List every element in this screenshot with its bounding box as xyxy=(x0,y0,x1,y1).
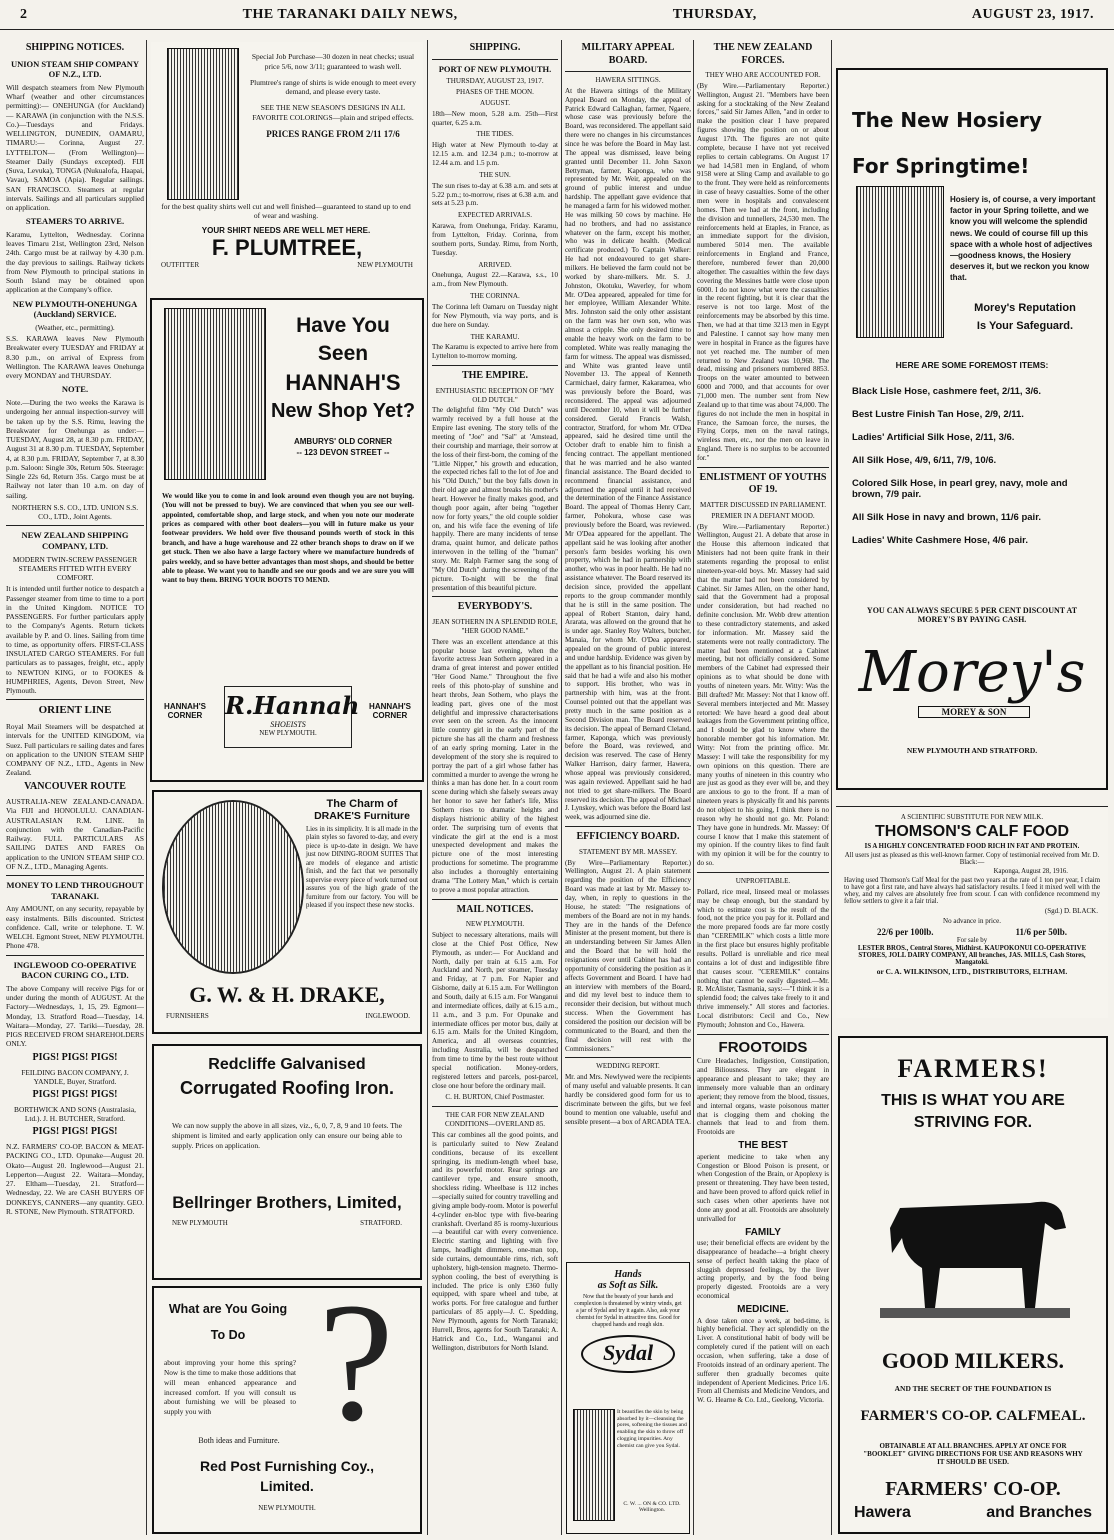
ad-title: For Springtime! xyxy=(852,154,1030,178)
article-heading: UNPROFITABLE. xyxy=(735,877,791,886)
woman-illustration xyxy=(573,1409,615,1521)
article-heading: MILITARY APPEAL BOARD. xyxy=(581,42,675,66)
sydal-ad xyxy=(566,1262,690,1534)
article-heading: THE CAR FOR NEW ZEALAND CONDITIONS—OVERLAND 85. xyxy=(444,1111,546,1129)
advertiser-name: Bellringer Brothers, Limited, xyxy=(172,1193,402,1213)
article-heading: THE EMPIRE. xyxy=(461,370,529,382)
divider xyxy=(6,699,144,700)
notice-title: VANCOUVER ROUTE xyxy=(24,780,126,792)
ad-caption: HANNAH'S CORNER xyxy=(369,702,411,720)
section-title: THE KARAMU. xyxy=(470,332,520,341)
ad-text: All users just as pleased as this well-known farmer. Copy of testimonial received from Mr. D. Black:— xyxy=(844,852,1100,866)
ad-body: Cure Headaches, Indigestion, Constipation, and Biliousness. They are elegant in appearance and pleasant to take; they are immensely more valuable than an ordinary aperient; they remove from the blood, tissues, and internal organs, waste poisonous matter that is clogging them and choking the channels that lead to and from them. Frootoids are xyxy=(697,1057,829,1137)
sydal-logo: Sydal xyxy=(581,1335,675,1373)
notice-title: NEW PLYMOUTH-ONEHUNGA (Auckland) SERVICE. xyxy=(12,298,138,320)
divider xyxy=(565,71,691,72)
headline: HANNAH'S xyxy=(285,370,401,395)
section-body: Karawa, from Onehunga, Friday. Karamu, from Lyttelton, Friday. Corinna, from southern ports, Sunday. Rimu, from North, Tuesday. xyxy=(432,222,558,257)
notice-body: Royal Mail Steamers will be despatched at intervals for the UNITED KINGDOM, via Suez. Full particulars re sailing dates and fares on application to the UNION STEAM SHIP COMPANY OF N.Z., LTD., Agents in New Zealand. xyxy=(6,722,144,778)
ad-title: DRAKE'S Furniture xyxy=(314,810,410,822)
article-body: (By Wire.—Parliamentary Reporter.) Wellington, August 21. "Members have been asking for a stocktaking of the New Zealand forces," said Sir James Allen, "and in order to make the position clear I have prepared figures showing the position on or about August 17th. The figures are not quite complete, because I have not yet received replies to certain cablegrams. On August 17 we had 14,581 men in England, of whom 9158 were at Sling Camp and available to go to the front. They were held as reinforcements in case of heavy casualties. Some of the other men were in hospitals and convalescent homes. Then we had at the front, including the division and tunnellers, 24,530 men. The reinforcements held at Etaples, in France, as an immediate support for the division, numbered 5014 men. The available reinforcements in England and France, therefore, numbered fewer than 20,000 altogether. The casualties within the few days covering the Messines battle were close upon 6000. I do not know what were the casualties in the recent fighting, but it is clear that the reserve is not too large. Most of the reinforcements may be absorbed by this time. Then, we had at that time 3213 men in Egypt and Palestine. I cannot say how many men were in hospital in France as the figures have not yet reached me. The number of men returned to New Zealand was 10,968. The dead, missing and prisoners numbered 8853. Troops on the water amounted to between 6000 and 7000, and that accounts for over 71,000 men. The number sent from New Zealand up to that time was about 74,000. The figures do not include the men in hospital in France, the Samoan force, the nurses, the Flying Corps, men on the naval ratings, wireless men, etc., nor the men on leave in England. There is no surplus to be accounted for." xyxy=(697,81,829,462)
ad-subtitle: MEDICINE. xyxy=(737,1304,789,1316)
ad-pretitle: A SCIENTIFIC SUBSTITUTE FOR NEW MILK. xyxy=(900,813,1044,821)
ad-text: SEE THE NEW SEASON'S DESIGNS IN ALL FAVORITE COLORINGS—plain and striped effects. xyxy=(252,103,414,122)
ad-text: Special Job Purchase—30 dozen in neat checks; usual price 5/6, now 3/11; guaranteed to wash well. xyxy=(251,52,415,71)
section-body: The sun rises to-day at 6.38 a.m. and sets at 5.22 p.m.; to-morrow, rises at 6.38 a.m. and sets at 5.23 p.m. xyxy=(432,181,558,208)
section-title: ARRIVED. xyxy=(478,260,512,269)
column-rule xyxy=(831,40,832,1535)
ad-slogan: YOUR SHIRT NEEDS ARE WELL MET HERE. xyxy=(201,226,371,235)
notice-body: FEILDING BACON COMPANY, J. YANDLE, Buyer, Stratford. xyxy=(21,1068,129,1087)
ad-text: Plumtree's range of shirts is wide enough to meet every demand, and please every taste. xyxy=(249,77,417,97)
article-body: At the Hawera sittings of the Military Appeal Board on Monday, the appeal of Patrick Edward Callaghan, farmer, Ngaere, whose case was previously before the Board, was reconsidered. The appellant said there were no changes in his circumstances since he was before the Board in May last. The appeal was dismissed, leave being granted until December 11. John Saxon Bettyman, farmer, Kaponga, who was represented by Mr. Weir, appealed on the ground of public interest and undue hardship. The appellant gave evidence that he managed a farm for his widowed mother. He was milking 50 cows by machine. He had no brothers, and had no assistance whatever on the farm, except his mother, who was in delicate health. (Medical certificate produced.) To Captain Walker: He had not endeavoured to get share-milkers. He believed the farm could not be worked by share-milkers. Mr. S. J. Johnston, Okotuku, Waverley, for whom Mr. O'Dea appeared, appealed for time for her employee, William Alexander White. Mrs. Johnston said the only other assistant on the farm was her own son, who was almost a cripple. She only desired time to enable the heavy work on the farm to be completed. White was really managing the farm for witness. The appeal was dismissed, and White was granted leave until November 13. The appeal of Kenneth Carmichael, dairy farmer, Kakaramea, who was previously before the Board, was reconsidered. The appeal was adjourned until December 10, when it will be further considered. Gerald Francis Walsh, contractor, Stratford, for whom Mr. O'Dea appeared, said he desired time until the October draft to enable him to finish a fencing contract. The appellant mentioned that he was married and he also wanted financial assistance. The Board decided to recommend financial assistance, and adjourned the appeal until it had received the determination of the Finance Assistance Board. The appeal of Thomas Henry Carr, farmer, Pohokura, whose case was previously before the Board, was reviewed. Mr O'Dea appeared for the appellant. The appellant said he was looking after another person's farm besides working his own property, which he had in partnership with another, who was in poor health. He had no assistance whatever. The Board reserved its decision since, provided the appellant reports to the group commander monthly that he is still in the same position. The appeal of Robert Stanton, dairy hand, Ararata, was allowed on the ground that he is under age. Stanley Roy Walters, butcher, Manaia, for whom Mr. O'Dea appeared, appealed on the ground of public interest and undue hardship. Evidence was given by the appellant as to his financial position. He said that he had a wife and also his mother to support. His brother, who was in partnership with him, was at the front. Counsel pointed out that the appellant was pretty much in the same position as a Second Division man. The Board reserved its decision. The appeal of Bernard Cleland, farmer, Kaponga, which was previously before the Board, was reviewed, and decision was reserved. The case of Henry Walker Harrison, dairy farmer, Hawera, whose appeal was previously considered, was again reviewed. Appellant said he had not tried to get share-milkers. The Board reserved its decision. The appeal of Michael J. Lynskey, which was before the Board last week, was adjourned sine die. xyxy=(565,86,691,822)
ad-text: No advance in price. xyxy=(943,917,1001,925)
divider xyxy=(6,525,144,526)
logo-place: NEW PLYMOUTH. xyxy=(259,729,317,737)
divider xyxy=(432,596,558,597)
headline: Have You xyxy=(296,314,390,337)
ad-caption: NEW PLYMOUTH xyxy=(172,1219,228,1228)
section-body: High water at New Plymouth to-day at 12.15 a.m. and 12.34 p.m.; to-morrow at 12.44 a.m. and 1.5 p.m. xyxy=(432,141,558,167)
redcliffe-ad xyxy=(152,1044,422,1280)
notice-body: Any AMOUNT, on any security, repayable by easy instalments. Bills discounted. Strictest confidence. Call, write or telephone. T. W. WELCH. Egmont Street, NEW PLYMOUTH. Phone 478. xyxy=(6,904,144,951)
ad-title: Corrugated Roofing Iron. xyxy=(180,1078,394,1098)
column-rule xyxy=(693,40,694,1535)
ad-subtitle: FAMILY xyxy=(745,1226,781,1238)
article-body: There was an excellent attendance at this popular house last evening, when the favorite actress Jean Sothern appeared in a drama of great interest and power entitled "Her Good Name." Throughout the five reels of this photo-play of sunshine and heart throbs, Jean Sothern, who plays the leading part, gives one of the most delightful and impressive characterisations ever seen on the screen. As the innocent little country girl in the early part of the picture she has all the charm and freshness of an early spring morning. Later in the development of the story she is required to portray the part of a girl whose father has committed a murder to avenge the wrong he thinks a man has done her. In a court room scene during which she falsely swears away her honor to save her father's life, Miss Sothern rises to dramatic heights and displays histrionic ability of the highest order. The surprising turn of events that vindicate the girl at the end is a most unexpected development and makes the picture one of the most interesting productions for sometime. The programme also includes a thoroughly entertaining drama "The Lottery Man," which is certain to prove a most popular attraction. xyxy=(432,637,558,894)
divider xyxy=(6,875,144,876)
column-heading: SHIPPING NOTICES. xyxy=(25,42,125,53)
ad-title: THOMSON'S CALF FOOD xyxy=(874,823,1069,840)
column-rule xyxy=(146,40,147,1535)
article-heading: EVERYBODY'S. xyxy=(457,601,533,613)
price-range: PRICES RANGE FROM 2/11 17/6 xyxy=(266,128,400,139)
morey-logo-subtitle: MOREY & SON xyxy=(918,706,1030,718)
notice-title: MONEY TO LEND THROUGHOUT TARANAKI. xyxy=(6,880,144,901)
divider xyxy=(432,899,558,900)
ad-title: STRIVING FOR. xyxy=(913,1114,1033,1131)
hannah-logo xyxy=(224,686,360,748)
ad-body: A dose taken once a week, at bed-time, is highly beneficial. They act splendidly on the Liver. A constitutional habit of body will be completely cured if the patient will on each occasion, when suffering, take a dose of Frootoids instead of an ordinary aperient. The sufferer then gradually becomes quite independent of Aperient Medicines. Price 1/6. From all Chemists and Medicine Vendors, and W. G. Hearne & Co. Ltd., Geelong, Victoria. xyxy=(697,1316,829,1405)
items-heading: HERE ARE SOME FOREMOST ITEMS: xyxy=(895,360,1049,370)
headline: Seen xyxy=(317,342,369,365)
notice-title: ORIENT LINE xyxy=(38,704,112,717)
article-body: Pollard, rice meal, linseed meal or molasses may be cheap enough, but the standard by which to estimate cost is the result of the food, not the price you pay for it. Pollard and the more prepared foods are far more costly than "CEREMILK" which costs a little more in the first place but ensures highly profitable results. Pollard is unreliable and rice meal contains a lot of dust and indigestible fibre that causes scour. "CEREMILK" contains nothing that cannot be easily digested.—Mr. R. McAlister, Tasmania, says:—"I think it is a splendid food; the calves take freely to it and thrive immensely." All stores and factories. Local distributors: Cecil and Co., New Plymouth; Johnston and Co., Hawera. xyxy=(697,887,829,1029)
notice-agent: NORTHERN S.S. CO., LTD. UNION S.S. CO., LTD., Joint Agents. xyxy=(11,502,139,521)
ad-title: Redcliffe Galvanised xyxy=(208,1056,366,1073)
section-body: 18th—New moon, 5.28 a.m. 25th—First quarter, 6.25 a.m. xyxy=(432,109,558,127)
section-title: PHASES OF THE MOON. xyxy=(456,87,534,96)
ad-slogan: GOOD MILKERS. xyxy=(881,1348,1065,1373)
ad-title: as Soft as Silk. xyxy=(597,1280,659,1291)
article-subheading: THEY WHO ARE ACCOUNTED FOR. xyxy=(705,71,821,79)
divider xyxy=(565,1057,691,1058)
ad-caption: HANNAH'S CORNER xyxy=(164,702,206,720)
ad-caption: C. W. ... ON & CO. LTD. Wellington. xyxy=(623,1501,681,1513)
ad-caption: INGLEWOOD. xyxy=(365,1012,410,1020)
location: and Branches xyxy=(986,1504,1092,1521)
notice-body: S.S. KARAWA leaves New Plymouth Breakwater every TUESDAY and FRIDAY at 8.30 p.m., on arrival of Express from Wellington. The KARAWA leaves Onehunga every MONDAY and THURSDAY. xyxy=(6,334,144,381)
ad-title: The Charm of xyxy=(326,798,398,810)
notice-body: It is intended until further notice to despatch a Passenger steamer from time to time to a port in the United Kingdom. NOTICE TO PASSENGERS. For further particulars apply to the Company's Agents. Return tickets available by P. and O. lines. Sailing from time to time, as opportunity offers. FIRST-CLASS INSULATED CARGO STEAMERS. For full particulars as to passages, freight, etc., apply to NEWTON KING, or to FOOKES & HUMPHRIES, Agents, Devon Street, New Plymouth. xyxy=(6,584,144,695)
testimonial-signature: (Sgd.) D. BLACK. xyxy=(1044,907,1098,915)
divider xyxy=(6,955,144,956)
section-subtitle: AUGUST. xyxy=(479,98,511,107)
article-body: Subject to necessary alterations, mails will close at the Chief Post Office, New Plymouth, as under:— For Auckland and North, daily per train at 6.15 a.m. For Auckland and North, per steamer, Tuesday and Friday, at 7 p.m. For Napier and Gisborne, daily at 6.15 a.m. For Wellington and South, daily at 6.15 a.m. For Wanganui and intermediate offices, daily at 6.15 a.m., 11 a.m., and 3 p.m. For Opunake and intermediate offices per motor bus, daily at 6.15 a.m. Mails for the United Kingdom, America, and all overseas countries, including Australia, will be despatched from time to time by the best route without special notification. Money-orders, registered letters and parcels, post-parcel, close one hour before the ordinary mail. xyxy=(432,930,558,1090)
ad-slogan: Is Your Safeguard. xyxy=(976,320,1074,332)
masthead xyxy=(0,0,1114,30)
ad-text: AND THE SECRET OF THE FOUNDATION IS xyxy=(894,1384,1052,1393)
ad-caption: NEW PLYMOUTH AND STRATFORD. xyxy=(906,746,1038,755)
section-body: The Corinna left Oamaru on Tuesday night for New Plymouth, via way ports, and is due here on Sunday. xyxy=(432,303,558,329)
article-subheading: PREMIER IN A DEFIANT MOOD. xyxy=(711,511,815,520)
price: 11/6 per 50lb. xyxy=(1015,927,1068,937)
section-title: THE SUN. xyxy=(479,170,511,179)
notice-body: Karamu, Lyttelton, Wednesday. Corinna leaves Timaru 21st, Wellington 23rd, Nelson 24th. Cargo must be at railway by 4.30 p.m. the day previous to sailings. Railway tickets from New Plymouth to principal stations in South Island may be obtained upon application at the Company's office. xyxy=(6,229,144,295)
article-subheading: ENTHUSIASTIC RECEPTION OF "MY OLD DUTCH." xyxy=(435,386,555,404)
address: AMBURYS' OLD CORNER xyxy=(293,437,393,446)
page-number: 2 xyxy=(20,6,28,22)
distributor: or C. A. WILKINSON, LTD., DISTRIBUTORS, ELTHAM. xyxy=(876,967,1068,976)
farmers-coop-ad xyxy=(838,1036,1108,1534)
section-body: The Karamu is expected to arrive here from Lyttelton to-morrow morning. xyxy=(432,343,558,361)
article-subheading: MATTER DISCUSSED IN PARLIAMENT. xyxy=(699,500,827,509)
section-title: THE CORINNA. xyxy=(470,292,520,301)
notice-title: PIGS! PIGS! PIGS! xyxy=(32,1051,118,1063)
discount-note: YOU CAN ALWAYS SECURE 5 PER CENT DISCOUNT AT MOREY'S BY PAYING CASH. xyxy=(866,606,1078,624)
masthead-title: THE TARANAKI DAILY NEWS, xyxy=(242,6,458,22)
divider xyxy=(697,467,829,468)
thomson-calf-food-ad xyxy=(836,806,1108,1018)
section-body: Onehunga, August 22.—Karawa, s.s., 10 a.m., from New Plymouth. xyxy=(432,271,558,289)
advertiser-name: Red Post Furnishing Coy., xyxy=(200,1458,374,1474)
question-mark-house-illustration: ? xyxy=(318,1286,394,1456)
article-body: This car combines all the good points, and is particularly suited to New Zealand conditions, because of its excellent springing, its medium-length wheel base, and its powerful motor. Rear springs are cantilever type, and ensure smooth, shockless riding. Wheelbase is 112 inches —specially suited for country travelling and giving ample body-room. Motor is powerful 4-cylinder en-bloc type with five-bearing crankshaft. Overland 85 is roomy-luxurious—a beautiful car with every convenience. Electric starting and lighting with five lamps, headlight dimmers, one-man top, side curtains, demountable rims, rich, soft upholstery, high-tension magneto. Thermo-syphon cooling, the best of everything is included. The price is only £360 fully equipped, with spare wheel and tube, at works ports. For free catalogue and further particulars of 85 apply—J. C. Spedding, New Plymouth, agents for North Taranaki; Hurrell, Bros, agents for South Taranaki; A. Hatrick and Co., Ltd., Wanganui and Wellington, distributors for North Island. xyxy=(432,1131,558,1352)
ad-slogan: Morey's Reputation xyxy=(974,302,1076,314)
cow-illustration xyxy=(880,1168,1070,1318)
notice-title: NEW ZEALAND SHIPPING COMPANY, LTD. xyxy=(21,530,129,551)
ad-title: Hands xyxy=(614,1269,642,1280)
advertiser-name: FARMERS' CO-OP. xyxy=(885,1478,1061,1500)
advertiser-name: Limited. xyxy=(260,1478,314,1494)
article-body: (By Wire.—Parliamentary Reporter.) Wellington, August 21. A debate that arose in the House this afternoon indicated that Ministers had not been quite frank in their statements regarding the proposal to enlist nineteen-year-old boys. Mr. Massey had said that the matter had not been considered by Cabinet. Sir James Allen, on the other hand, said that the Government had a proposal under consideration, but had reached no definite conclusion. Mr. Webb drew attention to these contradictory statements, and asked for information. Mr. Massey said the statements were not really contradictory. The matter had been mentioned at a Cabinet meeting, but not officially considered. Some members of the Cabinet had expressed their opinions as to what should be done with youths of nineteen years. Mr. Witty: Was the Bill drafted? Mr. Massey: Not that I know off. Several members interjected and Mr. Massey retorted: We have heard a good deal about leakages from the Government printing office, and I should be glad to know where the honorable member got his information. Mr. Witty: Not from the printing office. Mr. Massey: I will take the responsibility for my own opinions on this question. There are many youths of nineteen in this country who are just as good as they ever will be, and they are anxious to go to the front. If a man of nineteen years is physically fit and his parents do not object to his going, I think there is no reason why he should not go. Mr. Poland: They have gone in hundreds. Mr. Massey: Of course I know that I make this statement of my opinion. If the country likes to find fault with my opinion it will be for the country to do so. xyxy=(697,522,829,868)
lady-boot-illustration xyxy=(164,308,266,480)
plumtree-ad xyxy=(151,42,423,260)
list-item: All Silk Hose, 4/9, 6/11, 7/9, 10/6. xyxy=(852,455,997,466)
notice-subtitle: MODERN TWIN-SCREW PASSENGER STEAMERS FITTED WITH EVERY COMFORT. xyxy=(12,554,138,582)
article-subheading: JEAN SOTHERN IN A SPLENDID ROLE, "HER GOOD NAME." xyxy=(432,617,558,635)
red-post-ad xyxy=(152,1286,422,1534)
notice-body: Will despatch steamers from New Plymouth Wharf (weather and other circumstances permitting):— ONEHUNGA (for Auckland)— KARAWA (in conjunction with the N.S.S. Co.)—Tuesdays and Fridays. WELLINGTON, DUNEDIN, OAMARU, TIMARU:— Corinna, August 27. LYTTELTON— (From Wellington)— Steamer Daily (Sundays excepted). FIJI (Suva, Levuka), TONGA (Nukualofa, Haapai, Vavau), SAMOA (Apia). Regular sailings. SAN FRANCISCO. Steamers at regular intervals. Sailings and all particulars supplied on application. xyxy=(6,82,144,212)
product-name: FARMER'S CO-OP. CALFMEAL. xyxy=(860,1408,1086,1424)
article-subheading: HAWERA SITTINGS. xyxy=(595,76,661,84)
ad-body: Now that the beauty of your hands and complexion is threatened by wintry winds, get a jar of Sydal and try it again. Also, ask your chemist for Sydal in attractive tins. Good for chapped hands and rough skin. xyxy=(574,1294,682,1328)
notice-body: BORTHWICK AND SONS (Australasia, Ltd.). J. H. BUTCHER, Stratford. xyxy=(14,1105,136,1124)
notice-title: PIGS! PIGS! PIGS! xyxy=(32,1088,118,1100)
column-heading: SHIPPING. xyxy=(469,42,521,53)
masthead-day: THURSDAY, xyxy=(672,6,757,22)
logo-subtitle: SHOEISTS xyxy=(270,720,306,729)
article-subheading: STATEMENT BY MR. MASSEY. xyxy=(578,847,678,856)
section-title: PORT OF NEW PLYMOUTH. xyxy=(438,63,552,74)
ad-caption: NEW PLYMOUTH xyxy=(357,261,413,269)
list-item: Ladies' White Cashmere Hose, 4/6 pair. xyxy=(852,535,1028,546)
dining-room-illustration xyxy=(162,800,304,974)
testimonial: Having used Thomson's Calf Meal for the past two years at the rate of 1 ton per year, I claim to have got a first rate, and have always had satisfactory results. I feed it mixed well with the whey, and my calves are absolutely free from scour. I can with confidence recommend my fellow settlers to give it a fair trial. xyxy=(844,877,1100,905)
ad-title: To Do xyxy=(210,1328,246,1342)
ad-title: FARMERS! xyxy=(897,1054,1049,1083)
article-body: Mr. and Mrs. Newlywed were the recipients of many useful and valuable presents. It can hardly be considered good form for us to discriminate between the gifts, but we feel bound to mention one valuable, useful and sensible present—a box of ARCADIA TEA. xyxy=(565,1073,691,1126)
news-column-military xyxy=(565,40,691,1255)
sellers-list: LESTER BROS., Central Stores, Midhirst. KAUPOKONUI CO-OPERATIVE STORES, JOLL DAIRY COMPANY, All branches, JAS. MILLS, Cash Stores, Mangatoki. xyxy=(857,945,1087,966)
list-item: Colored Silk Hose, in pearl grey, navy, mole and brown, 7/9 pair. xyxy=(852,478,1068,500)
column-rule xyxy=(427,40,428,1535)
ad-body: Lies in its simplicity. It is all made in the plain styles so favored to-day, and every piece is up-to-date in design. We have just now DINING-ROOM SUITES That are models of elegance and artistic finish, and the fact that we personally supervise every piece of work turned out assures you of the high grade of the furniture from our factory. You will be pleased if you inspect these new stocks. xyxy=(306,826,418,910)
address: -- 123 DEVON STREET -- xyxy=(296,448,390,457)
ad-text: Both ideas and Furniture. xyxy=(198,1436,280,1445)
notice-title: PIGS! PIGS! PIGS! xyxy=(32,1125,118,1137)
section-title: EXPECTED ARRIVALS. xyxy=(458,211,532,220)
divider xyxy=(697,1034,829,1035)
divider xyxy=(432,365,558,366)
hosiery-items-list xyxy=(852,386,1098,558)
ad-body: It beautifies the skin by being absorbed by it—cleansing the pores, softening the tissues and enabling the skin to throw off clogging impurities. Any chemist can give you Sydal. xyxy=(617,1409,687,1449)
headline: New Shop Yet? xyxy=(270,400,416,422)
article-heading: THE NEW ZEALAND FORCES. xyxy=(713,42,813,66)
ad-caption: FURNISHERS xyxy=(166,1012,209,1020)
article-body: The delightful film "My Old Dutch" was warmly received by a full house at the Empire last evening. The story tells of the meeting of "Joe" and "Sal" at 'Amstead, their courtship and marriage, their sorrow at the loss of their first-born, the coming of the "Little Nipper," his growth and education, the expected riches fall to the lot of Joe and his "Old Dutch," but the boy falls down in their old age and almost breaks his mother's heart. However he finally makes good, and though poor again, after being "together now for forty years," the old couple soldier on, and his wife face the evening of life happily. There are many incidents of tense drama, quaint humor, and delicate pathos interwoven in the telling of the "human" story. Mr. Ralph Farmer sang the song of "My Old Dutch" during the screening of the picture. To-night will be the final presentation of this beautiful picture. xyxy=(432,406,558,592)
notice-title: UNION STEAM SHIP COMPANY OF N.Z., LTD. xyxy=(10,58,140,80)
notice-title: INGLEWOOD CO-OPERATIVE BACON CURING CO., LTD. xyxy=(13,959,137,981)
man-in-shirt-illustration xyxy=(167,48,239,200)
notice-body: Note.—During the two weeks the Karawa is undergoing her annual inspection-survey will be taken up by the S.S. Rimu, leaving the Breakwater for Onehunga as under:— TUESDAY, August 28, at 8.30 p.m. FRIDAY, August 31 at 8.30 p.m. TUESDAY, September 4, at 8.30 p.m. FRIDAY, September 7, at 8.30 p.m. Saloon: Single 30s, Return 50s. Steerage: Single 22s 6d, Return 35s. Cargo must be at Railway not later than 10 a.m. on day of sailing. xyxy=(6,398,144,500)
list-item: Ladies' Artificial Silk Hose, 2/11, 3/6. xyxy=(852,432,1015,443)
ad-title: The New Hosiery xyxy=(852,108,1042,132)
divider xyxy=(432,1106,558,1107)
ad-text: OBTAINABLE AT ALL BRANCHES. APPLY AT ONCE FOR "BOOKLET" GIVING DIRECTIONS FOR USE AND REASONS WHY IT SHOULD BE USED. xyxy=(863,1442,1083,1466)
drake-ad xyxy=(152,790,422,1034)
article-signature: C. H. BURTON, Chief Postmaster. xyxy=(445,1093,545,1102)
ad-title: What are You Going xyxy=(168,1302,288,1316)
ad-caption: STRATFORD. xyxy=(360,1219,402,1228)
ad-caption: OUTFITTER xyxy=(161,261,200,269)
notice-subtitle: (Weather, etc., permitting). xyxy=(35,322,115,332)
list-item: All Silk Hose in navy and brown, 11/6 pair. xyxy=(852,512,1042,523)
advertiser-name: F. PLUMTREE, xyxy=(211,235,363,260)
ad-text: for the best quality shirts well cut and well finished—guaranteed to stand up to end of wear and washing. xyxy=(161,202,411,220)
ad-title: THIS IS WHAT YOU ARE xyxy=(881,1092,1065,1109)
hannah-ad xyxy=(150,298,424,782)
article-subheading: NEW PLYMOUTH. xyxy=(465,920,525,929)
list-item: Black Lisle Hose, cashmere feet, 2/11, 3/6. xyxy=(852,386,1042,397)
column-rule xyxy=(561,40,562,1535)
news-column-shipping xyxy=(432,40,558,1535)
masthead-date: AUGUST 23, 1917. xyxy=(971,6,1094,22)
list-item: Best Lustre Finish Tan Hose, 2/9, 2/11. xyxy=(852,409,1024,420)
ad-caption: NEW PLYMOUTH. xyxy=(258,1504,316,1512)
article-heading: MAIL NOTICES. xyxy=(456,903,534,915)
ad-body: use; their beneficial effects are evident by the disappearance of headache—a bright cheery sense of perfect health taking the place of sluggish depressed feelings, by the liver acting properly, and by the food being properly digested. Frootoids are a very economical xyxy=(697,1239,829,1301)
divider xyxy=(565,826,691,827)
ad-subtitle: IS A HIGHLY CONCENTRATED FOOD RICH IN FAT AND PROTEIN. xyxy=(864,843,1080,850)
morey-logo: Morey's xyxy=(858,640,1086,705)
article-body: (By Wire—Parliamentary Reporter.) Wellington, August 21. A plain statement regarding the position of the Efficiency Board was made at last by Mr. Massey to-day, when, in reply to questions in the House, he stated: "The resignations of members of the Board are not in my hands. They are in the hands of the Defence Minister at the present moment, but there is an understanding between Sir James Allen and the Board that he will hold the resignations over until Cabinet has had an opportunity of considering the position as it affects Government and Board. I have had an interview with members of the Board, and did my level best to induce them to reconsider their decision, but without much success. When the Government has considered the position our decision will be communicated to the Board, and then the final decision will rest with the Commissioners." xyxy=(565,858,691,1053)
notice-title: NOTE. xyxy=(61,384,89,395)
advertiser-name: G. W. & H. DRAKE, xyxy=(189,982,385,1007)
price: 22/6 per 100lb. xyxy=(876,927,934,937)
news-column-forces xyxy=(697,40,829,1535)
ad-subtitle: THE BEST xyxy=(738,1140,788,1152)
notice-body: AUSTRALIA-NEW ZEALAND-CANADA. Via FIJI and HONOLULU. CANADIAN-AUSTRALASIAN R.M. LINE. In conjunction with the Canadian-Pacific Railway. FULL PARTICULARS AS SAILING DATES AND FARES On application to the UNION STEAM SHIP CO. OF N.Z., LTD., Managing Agents. xyxy=(6,797,144,871)
shipping-notices-column xyxy=(6,40,144,1535)
notice-title: STEAMERS TO ARRIVE. xyxy=(25,216,125,227)
location: Hawera xyxy=(854,1504,911,1521)
logo-script: R.Hannah xyxy=(225,691,360,720)
article-heading: WEDDING REPORT. xyxy=(596,1062,660,1071)
ad-body: about improving your home this spring? Now is the time to make those additions that will mean enhanced appearance and increased comfort. If you will consult us about furnishing we will be pleased to supply you with xyxy=(164,1358,296,1417)
section-title: THE TIDES. xyxy=(476,130,514,139)
article-heading: ENLISTMENT OF YOUTHS OF 19. xyxy=(699,471,827,496)
letter-date: Kaponga, August 28, 1916. xyxy=(993,868,1068,875)
notice-body: The above Company will receive Pigs for or under during the month of AUGUST. At the Factory—Wednesdays, 1, 15, 29. Egmont—Monday, 13. Stratford Road—Tuesday, 14. Waitara—Monday, 27. Tariki—Tuesday, 28. PIGS RECEIVED FROM SHAREHOLDERS ONLY. xyxy=(6,983,144,1049)
plumtree-name-block xyxy=(151,232,423,269)
ad-body: aperient medicine to take when any Congestion or Blood Poison is present, or when Congestion of the Brain, or Apoplexy is present or threatening. They have been tested, and have been proved to afford quick relief in such cases when other aperients have not done any good at all. Frootoids are absolutely unrivalled for xyxy=(697,1152,829,1223)
divider xyxy=(697,872,829,873)
morey-hosiery-ad xyxy=(836,68,1108,790)
article-heading: EFFICIENCY BOARD. xyxy=(576,831,680,843)
stocking-legs-illustration xyxy=(856,186,944,338)
ad-body: We would like you to come in and look around even though you are not buying. (You will not be pressed to buy). We are convinced that when you see our well-appointed, comfortable shop, and large stock, and when you note our moderate prices as compared with other boot dealers—you will in future make us your footwear providers. We hold over five thousand pounds worth of stock in this branch, and have a huge warehouse and 22 other branch shops to draw on if we get stuck. Then we also have a large factory where we manufacture hundreds of pairs weekly, and so have better advantages than most shops, and should be better able to please. We want you to handle and see our goods and we are sure you will want to buy them. BRING YOUR BOOTS TO MEND. xyxy=(162,492,414,585)
ad-title: FROOTOIDS xyxy=(718,1038,808,1056)
ad-text: For sale by xyxy=(956,937,988,944)
notice-body: N.Z. FARMERS' CO-OP. BACON & MEAT-PACKING CO., LTD. Opunake—August 20. Okato—August 20. Inglewood—August 21. Lepperton—August 22. Waitara—Monday, 27. Eltham—Tuesday, 21. Stratford—Wednesday, 22. We are CASH BUYERS OF DONKEYS, CANNERS—any quantity. GEO. R. STONE, New Plymouth. STRATFORD. xyxy=(6,1142,144,1216)
ad-body: We can now supply the above in all sizes, viz., 6, 0, 7, 8, 9 and 10 feets. The shipment is limited and early application only can ensure our being able to supply. Prices on application. xyxy=(172,1121,402,1151)
divider xyxy=(432,59,558,60)
ad-body: Hosiery is, of course, a very important factor in your Spring toilette, and we know you will welcome the splendid news. We could of course fill up this space with a whole host of adjectives—goodness knows, the Hosiery deserves it, but we reckon you know that. xyxy=(950,195,1096,283)
section-date: THURSDAY, AUGUST 23, 1917. xyxy=(446,77,544,86)
